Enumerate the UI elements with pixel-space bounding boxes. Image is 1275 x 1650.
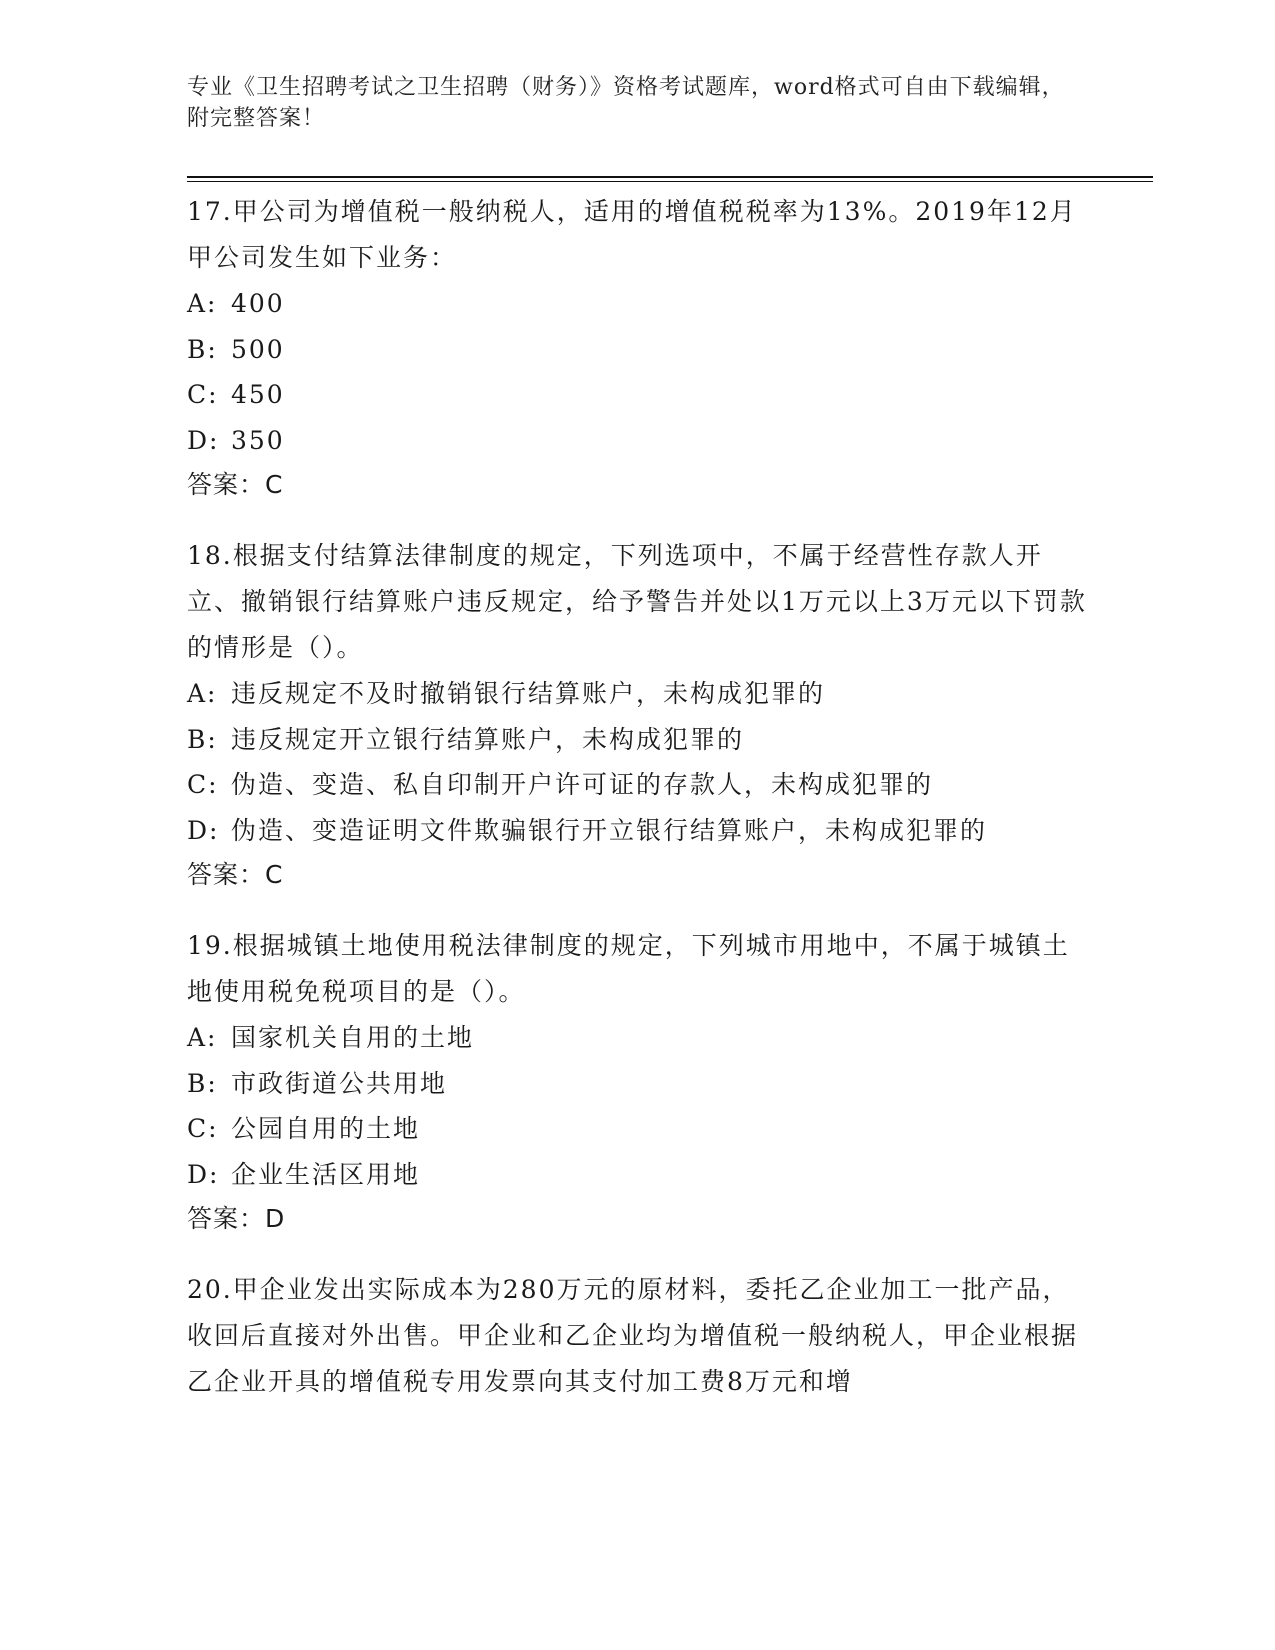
question-list bbox=[187, 189, 1087, 1431]
question-20 bbox=[187, 1267, 1087, 1405]
option-a bbox=[187, 671, 1087, 717]
option-c bbox=[187, 1106, 1087, 1152]
option-text: 伪造、变造、私自印制开户许可证的存款人，未构成犯罪的 bbox=[231, 770, 934, 799]
option-b bbox=[187, 327, 1087, 373]
option-c bbox=[187, 372, 1087, 418]
option-text: 350 bbox=[231, 425, 285, 455]
answer-line: 答案：C bbox=[187, 860, 284, 889]
option-letter: D: bbox=[187, 425, 220, 455]
option-d bbox=[187, 808, 1087, 854]
option-letter: A: bbox=[187, 289, 218, 318]
option-letter: B: bbox=[187, 1068, 218, 1098]
option-letter: D: bbox=[187, 815, 220, 845]
option-text: 400 bbox=[231, 289, 285, 318]
option-letter: C: bbox=[187, 770, 219, 799]
option-text: 企业生活区用地 bbox=[231, 1159, 421, 1189]
header-divider-thin bbox=[187, 181, 1153, 182]
question-17 bbox=[187, 189, 1087, 507]
answer-line: 答案：C bbox=[187, 470, 284, 499]
option-d bbox=[187, 418, 1087, 464]
option-text: 公园自用的土地 bbox=[231, 1114, 421, 1143]
header-divider-thick bbox=[187, 176, 1153, 178]
question-text: 20.甲企业发出实际成本为280万元的原材料，委托乙企业加工一批产品，收回后直接对外出售。甲企业和乙企业均为增值税一般纳税人，甲企业根据乙企业开具的增值税专用发票向其支付加工费8万元和增 bbox=[187, 1275, 1079, 1396]
option-b bbox=[187, 717, 1087, 763]
option-text: 伪造、变造证明文件欺骗银行开立银行结算账户，未构成犯罪的 bbox=[231, 815, 988, 845]
option-c bbox=[187, 762, 1087, 808]
question-19 bbox=[187, 923, 1087, 1241]
option-text: 450 bbox=[231, 380, 285, 409]
option-text: 500 bbox=[231, 334, 285, 364]
question-text: 18.根据支付结算法律制度的规定，下列选项中，不属于经营性存款人开立、撤销银行结算账户违反规定，给予警告并处以1万元以上3万元以下罚款的情形是（）。 bbox=[187, 541, 1087, 662]
answer-line: 答案：D bbox=[187, 1204, 286, 1233]
option-letter: B: bbox=[187, 724, 218, 754]
option-letter: C: bbox=[187, 1114, 219, 1143]
option-letter: C: bbox=[187, 380, 219, 409]
option-text: 违反规定不及时撤销银行结算账户，未构成犯罪的 bbox=[231, 679, 826, 708]
option-letter: A: bbox=[187, 679, 218, 708]
option-b bbox=[187, 1061, 1087, 1107]
option-text: 国家机关自用的土地 bbox=[231, 1023, 475, 1052]
document-header: 专业《卫生招聘考试之卫生招聘（财务）》资格考试题库，word格式可自由下载编辑，附完整答案！ bbox=[187, 75, 1065, 131]
option-d bbox=[187, 1152, 1087, 1198]
option-a bbox=[187, 281, 1087, 327]
option-a bbox=[187, 1015, 1087, 1061]
question-text: 19.根据城镇土地使用税法律制度的规定，下列城市用地中，不属于城镇土地使用税免税项目的是（）。 bbox=[187, 931, 1070, 1006]
option-text: 违反规定开立银行结算账户，未构成犯罪的 bbox=[231, 724, 745, 754]
option-letter: B: bbox=[187, 334, 218, 364]
option-text: 市政街道公共用地 bbox=[231, 1068, 448, 1098]
question-text: 17.甲公司为增值税一般纳税人，适用的增值税税率为13%。2019年12月甲公司发生如下业务： bbox=[187, 197, 1077, 272]
option-letter: D: bbox=[187, 1159, 220, 1189]
option-letter: A: bbox=[187, 1023, 218, 1052]
question-18 bbox=[187, 533, 1087, 897]
